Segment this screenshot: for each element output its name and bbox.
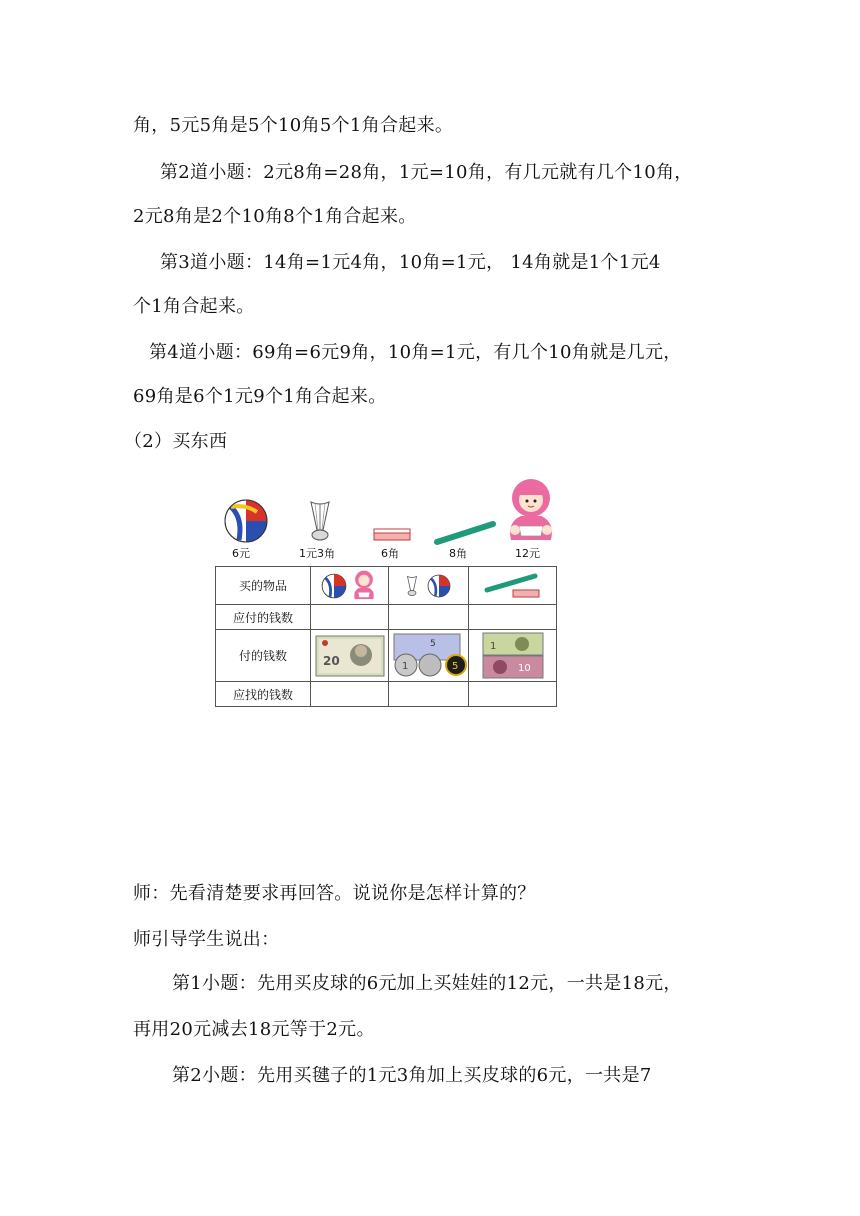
text-line-9: 师引导学生说出： xyxy=(133,929,280,950)
price-ball: 6元 xyxy=(232,547,250,560)
row-label-paid: 付的钱数 xyxy=(216,630,311,682)
svg-text:5: 5 xyxy=(429,638,436,649)
price-doll: 12元 xyxy=(515,547,540,560)
text-line-3: 2元8角是2个10角8个1角合起来。 xyxy=(133,206,417,227)
row-label-change: 应找的钱数 xyxy=(216,682,311,707)
table-row xyxy=(216,567,557,605)
banknote-icon xyxy=(315,635,385,677)
purchase-table xyxy=(215,566,557,707)
text-line-1: 角，5元5角是5个10角5个1角合起来。 xyxy=(133,115,454,136)
text-line-7: 69角是6个1元9个1角合起来。 xyxy=(133,386,387,407)
svg-text:5: 5 xyxy=(451,660,458,672)
doll-icon xyxy=(350,570,378,602)
table-row xyxy=(216,682,557,707)
text-line-10: 第1小题：先用买皮球的6元加上买娃娃的12元，一共是18元， xyxy=(172,973,682,994)
text-line-5: 个1角合起来。 xyxy=(133,296,255,317)
price-eraser: 6角 xyxy=(381,547,399,560)
svg-text:1: 1 xyxy=(489,640,496,652)
row-label-should-pay: 应付的钱数 xyxy=(216,605,311,630)
svg-text:1: 1 xyxy=(401,660,408,672)
text-line-6: 第4道小题：69角=6元9角，10角=1元，有几个10角就是几元， xyxy=(149,342,682,363)
price-stick: 8角 xyxy=(449,547,467,560)
ruler-stick-icon xyxy=(483,572,543,600)
section-heading: （2）买东西 xyxy=(124,431,228,452)
banknote-icon xyxy=(482,632,544,680)
ruler-stick-icon xyxy=(433,520,497,546)
shuttlecock-icon xyxy=(406,574,418,598)
paid-cell-1 xyxy=(311,630,389,682)
shopping-figure xyxy=(213,478,558,706)
row-label-items: 买的物品 xyxy=(216,567,311,605)
doll-icon xyxy=(501,478,561,546)
ball-icon xyxy=(427,574,451,598)
paid-cell-2 xyxy=(389,630,469,682)
text-line-8: 师：先看清楚要求再回答。说说你是怎样计算的？ xyxy=(133,883,536,904)
table-row xyxy=(216,630,557,682)
text-line-12: 第2小题：先用买毽子的1元3角加上买皮球的6元，一共是7 xyxy=(172,1065,652,1086)
table-row xyxy=(216,605,557,630)
items-cell-2 xyxy=(389,567,469,605)
svg-text:10: 10 xyxy=(517,662,531,674)
paid-cell-3 xyxy=(469,630,557,682)
items-cell-3 xyxy=(469,567,557,605)
text-line-4: 第3道小题：14角=1元4角，10角=1元， 14角就是1个1元4 xyxy=(160,252,661,273)
money-bills-coins-icon xyxy=(390,633,468,679)
ball-icon xyxy=(321,573,347,599)
shuttlecock-icon xyxy=(308,500,332,542)
ball-icon xyxy=(223,498,269,544)
text-line-11: 再用20元减去18元等于2元。 xyxy=(133,1019,375,1040)
svg-text:20: 20 xyxy=(322,653,340,668)
items-cell-1 xyxy=(311,567,389,605)
price-shuttlecock: 1元3角 xyxy=(299,547,335,560)
text-line-2: 第2道小题：2元8角=28角，1元=10角，有几元就有几个10角， xyxy=(160,162,693,183)
eraser-icon xyxy=(373,528,411,542)
